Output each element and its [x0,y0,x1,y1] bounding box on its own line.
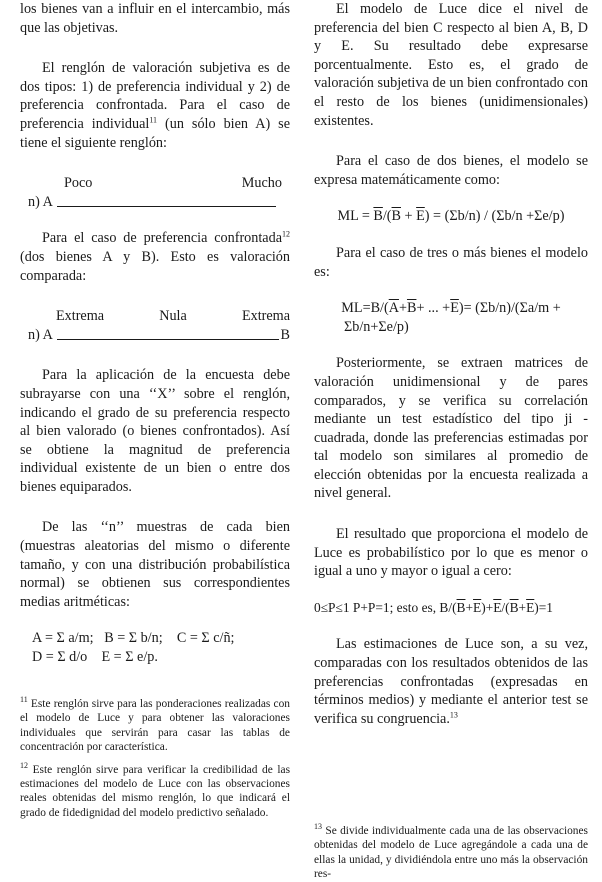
paragraph-dos-bienes: Para el caso de dos bienes, el modelo se expresa matemáticamente como: [314,153,588,188]
paragraph-posteriormente: Posteriormente, se extraen matrices de valoración unidimensional y de pares comparados, y se verifica su correlación mediante un test estadístico del tipo ji - cuadrada, donde las preferencias estimadas por tal modelo son similares al promedio de elección obtenidas por la encuesta realizada a nivel general. [314,355,588,502]
scale2-row-label: n) A [28,326,53,343]
means-line-2: D = Σ d/o E = Σ e/p. [32,649,158,666]
paragraph-luce: El modelo de Luce dice el nivel de preferencia del bien C respecto al bien A, B, D y E. Su resultado debe expresarse porcentualmente. Esto es, el grado de valoración subjetiva de un bien confrontado con el resto de los bienes (unidimensionales) existentes. [314,1,588,129]
footnote-ref-12: 12 [282,229,290,239]
scale1-low: Poco [64,175,93,192]
paragraph-intro: los bienes van a influir en el intercambio, más que las objetivas. [20,1,290,36]
scale2-blank [57,338,279,340]
paragraph-confrontada: Para el caso de preferencia confrontada$^{12}$ (dos bienes A y B). Esto es valoración comparada: [20,229,290,284]
paragraph-muestras: De las ‘‘n’’ muestras de cada bien (muestras aleatorias del mismo o diferente tamaño, y con una distribución probabilística normal) se obtienen sus correspondientes medias aritméticas: [20,519,290,610]
right-footnotes [314,824,588,882]
scale1-line [20,193,290,212]
left-column [20,0,290,667]
formula-two-goods: ML = $\overline{B}/(\overline{B} + \overline{E}) = (\Sigma b/n) / (\Sigma b/n +\Sigma e/p)$ [337,208,565,225]
footnote-ref-13: 13 [449,710,458,720]
footnote-ref-11: 11 [149,115,158,125]
paragraph-estimaciones: Las estimaciones de Luce son, a su vez, comparadas con los resultados obtenidos de las preferencias confrontadas (expresadas en términos medios) y mediante el anterior test se verifica su congruencia.$^{13}$ [314,636,588,727]
scale1-high: Mucho [241,175,282,192]
scale1-labels [20,174,290,193]
scale2-label-c: Extrema [241,308,290,325]
footnote-12: $^{12}$ Este renglón sirve para verificar la credibilidad de las estimaciones del modelo de Luce con las observaciones reales obtenidas del mismo renglón, lo que indicará el grado de fidedignidad del modelo predictivo señalado. [20,760,290,819]
paragraph-resultado: El resultado que proporciona el modelo de Luce es probabilístico por lo que es menor o igual a uno y mayor o igual a cero: [314,526,588,580]
paragraph-tres-bienes: Para el caso de tres o más bienes el modelo es: [314,244,588,280]
paragraph-aplicacion: Para la aplicación de la encuesta debe subrayarse con una ‘‘X’’ sobre el renglón, indicando el grado de su preferencia respecto al bien valorado (o bienes confrontados). Así se obtiene la magnitud de preferencia individual existente de un bien o entre dos bienes equiparados. [20,367,290,495]
paragraph-renglon: El renglón de valoración subjetiva es de dos tipos: 1) de preferencia individual y 2) de preferencia confrontada. Para el caso de preferencia individual$^{11}$ (un sólo bien A) se tiene el siguiente renglón: [20,60,290,151]
footnote-11: $^{11}$ Este renglón sirve para las ponderaciones realizadas con el modelo de Luce y para obtener las valoraciones individuales que servirán para casar las tablas de concentración por característica. [20,695,290,754]
means-line-1: A = Σ a/m; B = Σ b/n; C = Σ c/ñ; [32,630,235,647]
formula-three-goods: $ML=B/(\overline{A}+\overline{B}+$ ... $+\overline{E})= (\Sigma b/n)/(\Sigma a/m$ + [341,300,561,317]
scale1-row-label: n) A [28,193,53,210]
left-footnotes [20,697,290,820]
footnote-13: $^{13}$ Se divide individualmente cada una de las observaciones obtenidas del modelo de Luce agregándole a cada una de ellas la unidad, y dividiéndola entre uno más la observación res- [314,822,588,881]
formula-probability: 0≤P≤1 P+P=1; esto es, $B/(\overline{B}+\overline{E})+\overline{E}/(\overline{B}+\overline{E})=1$ [314,599,554,615]
scale2-label-a: Extrema [56,308,105,325]
scale2-end-label: B [280,326,290,343]
scale2-labels [20,307,290,326]
formula-three-goods-line2: Σb/n+Σe/p) [344,318,409,335]
scale2-label-b: Nula [159,308,187,325]
scale2-line [20,326,290,345]
right-column [314,0,588,728]
scale1-blank [57,205,276,207]
